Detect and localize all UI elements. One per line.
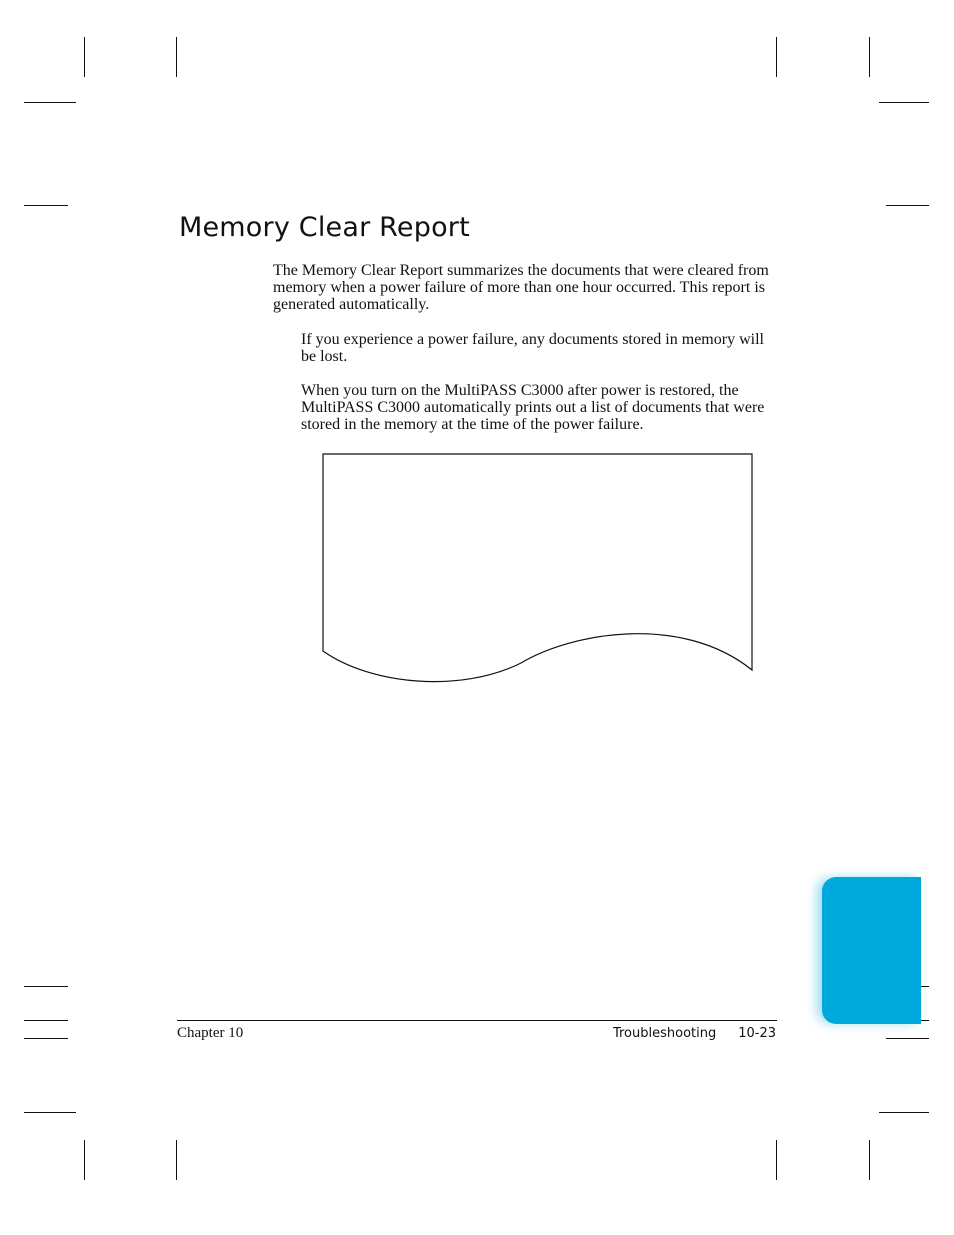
page-title: Memory Clear Report: [179, 212, 470, 243]
crop-mark: [869, 37, 870, 77]
crop-mark: [24, 1112, 76, 1113]
crop-mark: [879, 102, 929, 103]
restore-note: When you turn on the MultiPASS C3000 after power is restored, the MultiPASS C3000 automatically prints out a list of documents that were stored in the memory at the time of the power failure.: [301, 382, 765, 433]
crop-mark: [886, 205, 929, 206]
crop-mark: [24, 1020, 68, 1021]
crop-mark: [176, 1140, 177, 1180]
footer-rule: [177, 1020, 777, 1021]
crop-mark: [24, 102, 76, 103]
footer-page-number: 10-23: [738, 1026, 776, 1041]
crop-mark: [776, 1140, 777, 1180]
crop-mark: [869, 1140, 870, 1180]
power-failure-note: If you experience a power failure, any documents stored in memory will be lost.: [301, 331, 764, 365]
crop-mark: [84, 1140, 85, 1180]
crop-mark: [886, 1038, 929, 1039]
crop-mark: [176, 37, 177, 77]
crop-mark: [776, 37, 777, 77]
crop-mark: [84, 37, 85, 77]
footer-section-title: Troubleshooting: [612, 1026, 717, 1041]
report-page-illustration: [321, 453, 755, 689]
crop-mark: [24, 205, 68, 206]
intro-paragraph: The Memory Clear Report summarizes the documents that were cleared from memory when a power failure of more than one hour occurred. This report is generated automatically.: [273, 262, 769, 313]
chapter-thumb-tab: [822, 877, 921, 1024]
footer-section: [613, 1026, 776, 1041]
crop-mark: [24, 1038, 68, 1039]
report-page-outline: [323, 454, 752, 682]
crop-mark: [24, 986, 68, 987]
crop-mark: [879, 1112, 929, 1113]
footer-chapter: Chapter 10: [177, 1025, 244, 1041]
